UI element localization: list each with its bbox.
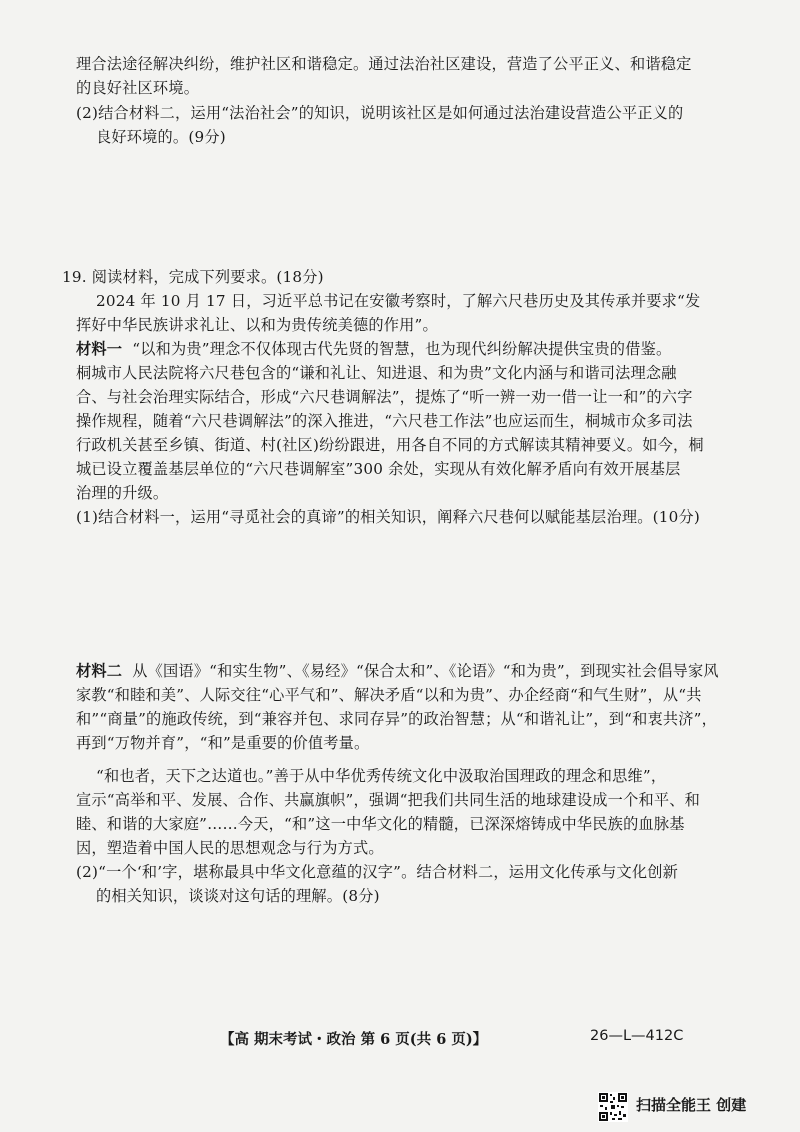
q19-intro-line-2: 挥好中华民族讲求礼让、以和为贵传统美德的作用”。 (76, 316, 438, 334)
material2-line-1 (76, 659, 719, 683)
material1-line-6: 城已设立覆盖基层单位的“六尺巷调解室”300 余处，实现从有效化解矛盾向有效开展基层 (76, 460, 681, 478)
page-footer-code: 26—L—412C (590, 1028, 684, 1044)
qr-code-icon (598, 1092, 628, 1122)
material2-para2-line-4: 因，塑造着中国人民的思想观念与行为方式。 (76, 839, 384, 857)
material2-para2-line-3: 睦、和谐的大家庭”……今天，“和”这一中华文化的精髓，已深深熔铸成中华民族的血脉基 (76, 815, 685, 833)
material1-text-1: “以和为贵”理念不仅体现古代先贤的智慧，也为现代纠纷解决提供宝贵的借鉴。 (132, 340, 672, 358)
material1-line-2: 桐城市人民法院将六尺巷包含的“谦和礼让、知进退、和为贵”文化内涵与和谐司法理念融 (76, 364, 677, 382)
q19-heading: 19. 阅读材料，完成下列要求。(18分) (62, 268, 324, 286)
material2-para2-line-2: 宣示“高举和平、发展、合作、共赢旗帜”，强调“把我们共同生活的地球建设成一个和平、和 (76, 791, 701, 809)
material1-line-5: 行政机关甚至乡镇、街道、村(社区)纷纷跟进，用各自不同的方式解读其精神要义。如今，桐 (76, 436, 704, 454)
material2-para2-line-1: “和也者，天下之达道也。”善于从中华优秀传统文化中汲取治国理政的理念和思维”， (96, 767, 667, 785)
material2-line-2: 家教“和睦和美”、人际交往“心平气和”、解决矛盾“以和为贵”、办企经商“和气生财”，从“共 (76, 686, 702, 704)
material2-label: 材料二 (76, 662, 123, 680)
q19-2-line-2: 的相关知识，谈谈对这句话的理解。(8分) (96, 887, 380, 905)
material1-line-4: 操作规程，随着“六尺巷调解法”的深入推进，“六尺巷工作法”也应运而生，桐城市众多司法 (76, 412, 693, 430)
q19-1-question: (1)结合材料一，运用“寻觅社会的真谛”的相关知识，阐释六尺巷何以赋能基层治理。(10分) (76, 508, 700, 526)
q19-intro-line-1: 2024 年 10 月 17 日，习近平总书记在安徽考察时，了解六尺巷历史及其传承并要求“发 (96, 292, 701, 310)
material1-label: 材料一 (76, 340, 123, 358)
continuation-text-line-2: 的良好社区环境。 (76, 79, 200, 97)
page-footer-title: 【高 期末考试・政治 第 6 页(共 6 页)】 (220, 1031, 488, 1048)
material2-text-1: 从《国语》“和实生物”、《易经》“保合太和”、《论语》“和为贵”，到现实社会倡导家风 (132, 662, 719, 680)
material1-line-1 (76, 337, 716, 361)
q19-2-line-1: (2)“一个‘和’字，堪称最具中华文化意蕴的汉字”。结合材料二，运用文化传承与文化创新 (76, 863, 679, 881)
continuation-text-line-1: 理合法途径解决纠纷，维护社区和谐稳定。通过法治社区建设，营造了公平正义、和谐稳定 (76, 55, 692, 73)
material2-line-3: 和”“商量”的施政传统，到“兼容并包、求同存异”的政治智慧；从“和谐礼让”，到“和衷共济”， (76, 710, 718, 728)
q18-2-line-2: 良好环境的。(9分) (96, 128, 226, 146)
material2-line-4: 再到“万物并育”，“和”是重要的价值考量。 (76, 734, 370, 752)
scanner-watermark-label: 扫描全能王 创建 (636, 1096, 747, 1114)
q18-2-line-1: (2)结合材料二，运用“法治社会”的知识，说明该社区是如何通过法治建设营造公平正义的 (76, 104, 684, 122)
material1-line-7: 治理的升级。 (76, 484, 169, 502)
material1-line-3: 合、与社会治理实际结合，形成“六尺巷调解法”，提炼了“听一辨一劝一借一让一和”的六字 (76, 388, 693, 406)
